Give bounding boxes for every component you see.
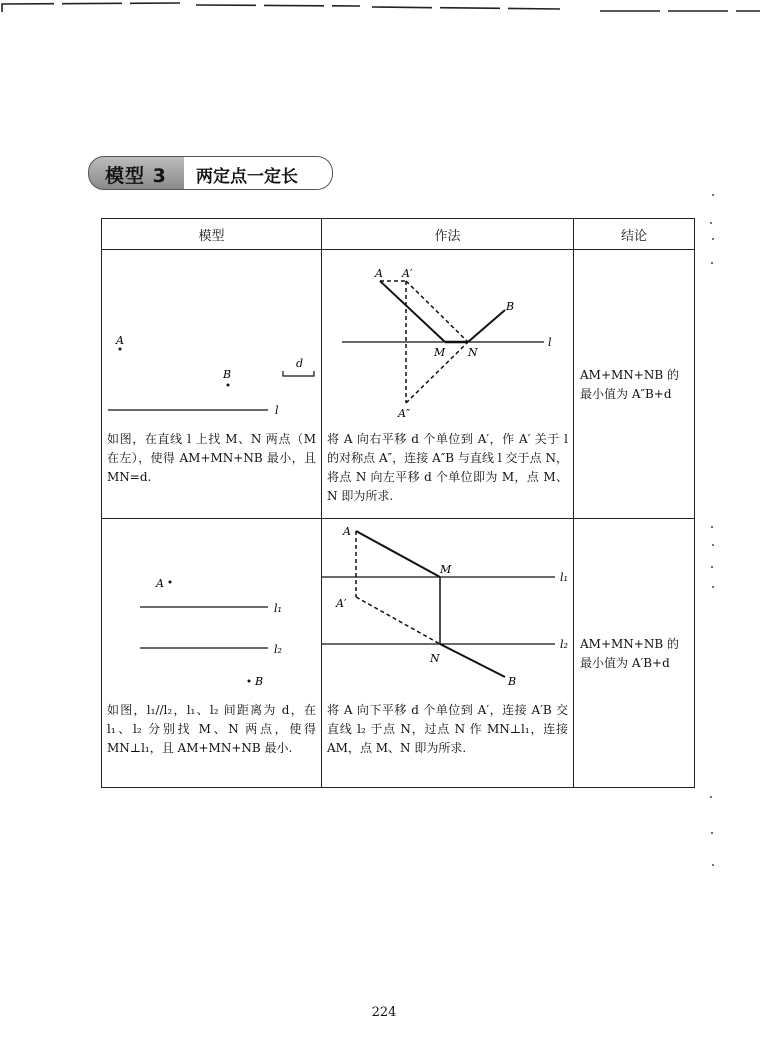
table-row — [102, 250, 695, 519]
label-m: M — [434, 346, 446, 359]
conclusion-cell-1 — [574, 250, 695, 519]
label-a-prime: A′ — [336, 597, 347, 610]
table-row — [102, 519, 695, 788]
label-a: A — [156, 577, 164, 590]
label-b: B — [223, 368, 232, 381]
label-l: l — [548, 336, 552, 349]
label-l2: l₂ — [560, 638, 568, 651]
point-a — [119, 348, 122, 351]
method-text-2: 将 A 向下平移 d 个单位到 A′，连接 A′B 交直线 l₂ 于点 N，过点 N 作 MN⊥l₁，连接 AM，点 M、N 即为所求. — [327, 703, 568, 755]
scan-speck — [710, 222, 712, 224]
scan-speck — [712, 586, 714, 588]
label-b: B — [508, 675, 517, 688]
scan-speck — [712, 544, 714, 546]
method-figure-1 — [322, 250, 573, 428]
label-a-prime: A′ — [402, 267, 413, 280]
scan-speck — [712, 238, 714, 240]
label-d: d — [296, 357, 304, 370]
label-a: A — [116, 334, 124, 347]
label-l2: l₂ — [274, 643, 282, 656]
label-b: B — [506, 300, 515, 313]
scan-speck — [710, 796, 712, 798]
model-text-1: 如图，在直线 l 上找 M、N 两点（M 在左），使得 AM+MN+NB 最小，且 MN=d. — [107, 432, 316, 484]
model-cell-1 — [102, 250, 322, 519]
scan-speck — [711, 262, 713, 264]
point-b — [227, 384, 230, 387]
model-cell-2 — [102, 519, 322, 788]
label-n: N — [468, 346, 478, 359]
method-cell-2 — [322, 519, 574, 788]
scan-speck — [711, 566, 713, 568]
section-banner — [88, 152, 338, 192]
method-figure-2 — [322, 519, 573, 699]
method-text-1: 将 A 向右平移 d 个单位到 A′，作 A′ 关于 l 的对称点 A″，连接 A″B 与直线 l 交于点 N，将点 N 向左平移 d 个单位即为 M，点 M、N 即为所求. — [327, 432, 568, 503]
model-badge-label: 模型 3 — [105, 165, 167, 187]
page-number: 224 — [371, 1005, 397, 1020]
header-method: 作法 — [322, 219, 574, 250]
method-cell-1 — [322, 250, 574, 519]
table-header-row — [102, 219, 695, 250]
conclusion-text-2: AM+MN+NB 的最小值为 A′B+d — [580, 637, 679, 670]
segment-nb — [468, 310, 505, 342]
label-l: l — [275, 404, 279, 417]
label-a: A — [375, 267, 383, 280]
model-table — [101, 218, 695, 788]
label-a-double-prime: A″ — [398, 407, 411, 420]
scan-speck — [712, 194, 714, 196]
header-model: 模型 — [102, 219, 322, 250]
conclusion-text-1: AM+MN+NB 的最小值为 A″B+d — [580, 368, 679, 401]
segment-am — [380, 281, 445, 342]
scan-speck — [711, 832, 713, 834]
label-n: N — [430, 652, 440, 665]
model-figure-1 — [102, 250, 321, 428]
scan-edge-line — [0, 0, 768, 14]
label-l1: l₁ — [560, 571, 568, 584]
scan-speck — [712, 864, 714, 866]
conclusion-cell-2 — [574, 519, 695, 788]
model-badge — [88, 156, 186, 190]
label-a: A — [343, 525, 351, 538]
label-b: B — [255, 675, 264, 688]
scan-speck — [711, 526, 713, 528]
model-text-2: 如图，l₁//l₂，l₁、l₂ 间距离为 d，在 l₁、l₂ 分别找 M、N 两点，使得 MN⊥l₁，且 AM+MN+NB 最小. — [107, 703, 316, 755]
label-m: M — [440, 563, 452, 576]
segment-a1n — [406, 281, 468, 342]
segment-am — [356, 531, 440, 577]
segment-d — [283, 371, 314, 376]
point-a — [169, 581, 172, 584]
point-b — [248, 680, 251, 683]
section-title-box — [184, 156, 333, 190]
segment-a1n — [356, 597, 440, 644]
label-l1: l₁ — [274, 602, 282, 615]
header-conclusion: 结论 — [574, 219, 695, 250]
section-title: 两定点一定长 — [196, 167, 298, 187]
segment-nb — [440, 644, 505, 677]
model-figure-2 — [102, 519, 321, 699]
